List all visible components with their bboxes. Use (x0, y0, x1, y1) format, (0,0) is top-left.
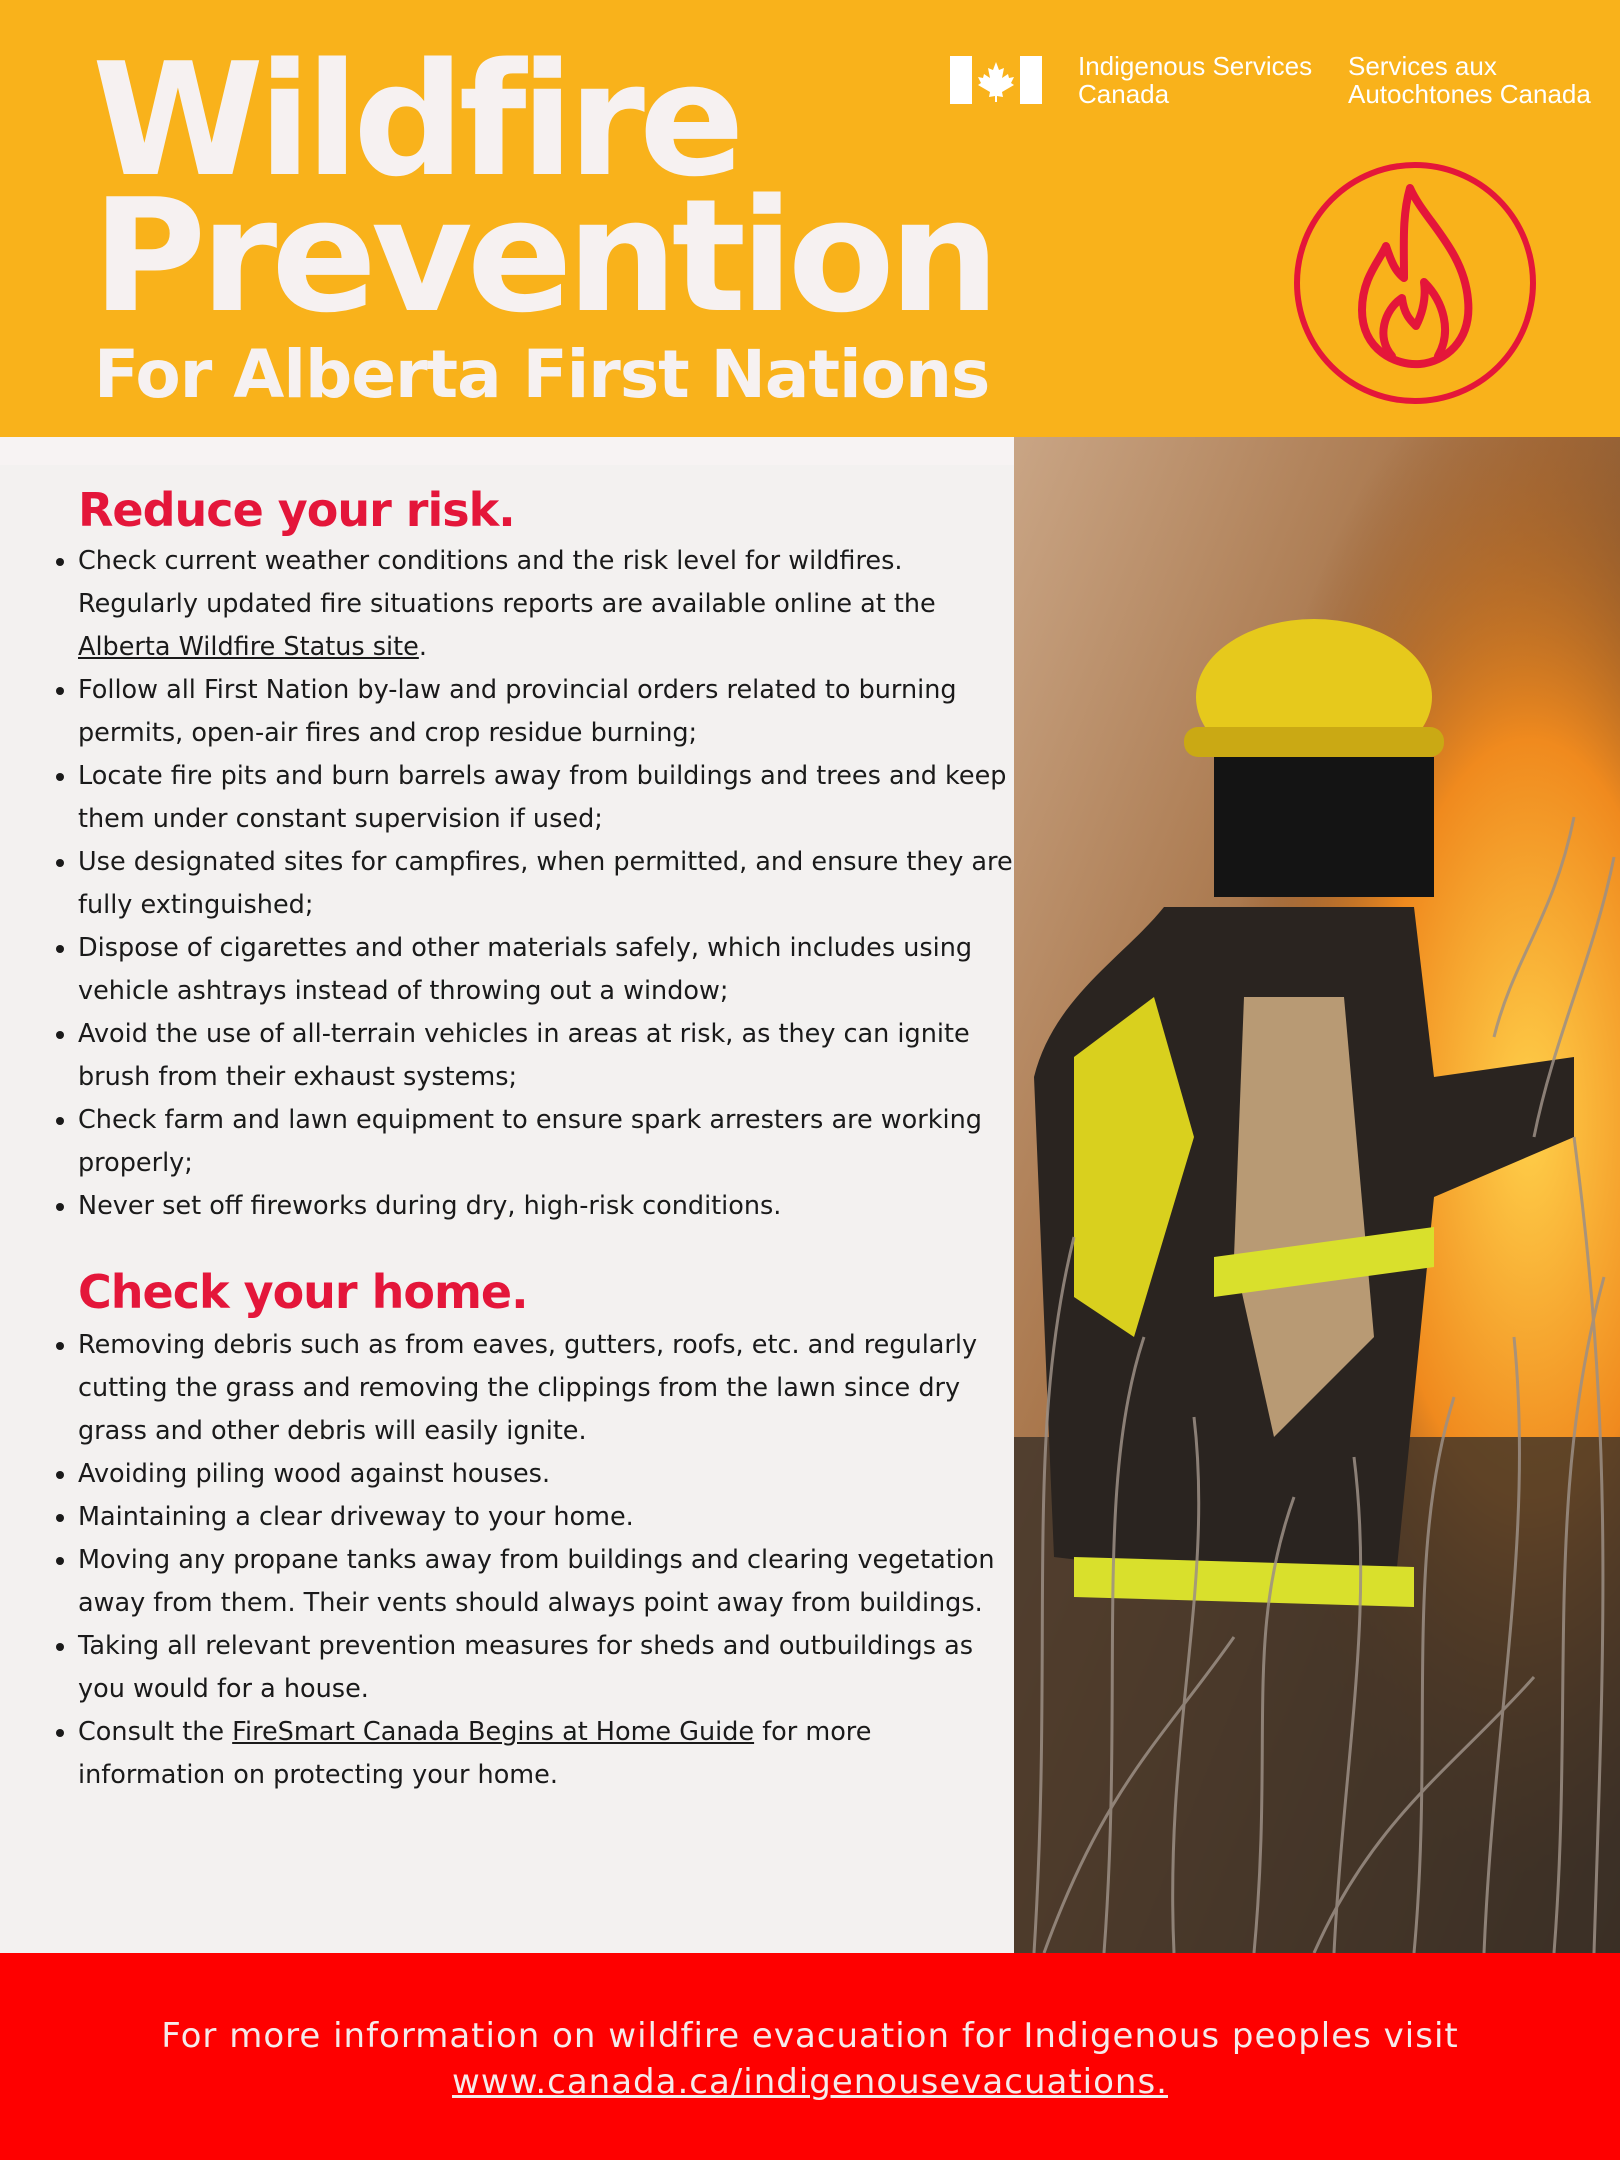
firesmart-guide-link[interactable]: FireSmart Canada Begins at Home Guide (232, 1717, 755, 1747)
reduce-risk-heading: Reduce your risk. (78, 483, 515, 537)
list-item: • Taking all relevant prevention measures for sheds and outbuildings as you would for a house. (78, 1625, 1018, 1711)
canada-flag-icon (950, 56, 1042, 104)
firefighter-photo (1014, 437, 1620, 1953)
firefighter-illustration (1014, 437, 1620, 1953)
page-title-line-1: Wildfire (92, 29, 739, 211)
list-item: • Consult the FireSmart Canada Begins at Home Guide for more information on protecting your home. (78, 1711, 1018, 1797)
evacuation-info-link[interactable]: www.canada.ca/indigenousevacuations. (452, 2062, 1168, 2102)
list-item: • Avoid the use of all-terrain vehicles in areas at risk, as they can ignite brush from their exhaust systems; (78, 1013, 1018, 1099)
list-item: • Use designated sites for campfires, when permitted, and ensure they are fully extinguished; (78, 841, 1018, 927)
list-item: • Follow all First Nation by-law and provincial orders related to burning permits, open-air fires and crop residue burning; (78, 669, 1018, 755)
check-home-heading: Check your home. (78, 1265, 528, 1319)
page-subtitle: For Alberta First Nations (94, 336, 990, 413)
list-item: • Removing debris such as from eaves, gutters, roofs, etc. and regularly cutting the grass and removing the clippings from the lawn since dry grass and other debris will easily ignite. (78, 1324, 1018, 1453)
list-item: • Locate fire pits and burn barrels away from buildings and trees and keep them under constant supervision if used; (78, 755, 1018, 841)
list-item: • Never set off fireworks during dry, high-risk conditions. (78, 1185, 1018, 1228)
list-item: • Check farm and lawn equipment to ensure spark arresters are working properly; (78, 1099, 1018, 1185)
list-item: • Avoiding piling wood against houses. (78, 1453, 1018, 1496)
header-banner (0, 0, 1620, 437)
reduce-risk-list (48, 540, 1018, 1228)
divider-strip (0, 437, 1014, 465)
gov-name-french: Services aux Autochtones Canada (1348, 51, 1591, 109)
list-item: • Maintaining a clear driveway to your home. (78, 1496, 1018, 1539)
footer-banner (0, 1953, 1620, 2160)
list-item: • Dispose of cigarettes and other materials safely, which includes using vehicle ashtrays instead of throwing out a window; (78, 927, 1018, 1013)
footer-text (0, 2013, 1620, 2105)
flame-icon (1292, 160, 1538, 406)
main-content (0, 465, 1014, 1953)
page-title-line-2: Prevention (92, 165, 994, 347)
list-item: • Check current weather conditions and the risk level for wildfires. Regularly updated fire situations reports are available online at the Alberta Wildfire Status site. (78, 540, 1018, 669)
footer-line: For more information on wildfire evacuation for Indigenous peoples visit (161, 2016, 1459, 2056)
check-home-list (48, 1324, 1018, 1797)
list-item: • Moving any propane tanks away from buildings and clearing vegetation away from them. Their vents should always point away from buildings. (78, 1539, 1018, 1625)
gov-name-english: Indigenous Services Canada (1078, 51, 1313, 109)
alberta-wildfire-status-link[interactable]: Alberta Wildfire Status site (78, 632, 419, 662)
